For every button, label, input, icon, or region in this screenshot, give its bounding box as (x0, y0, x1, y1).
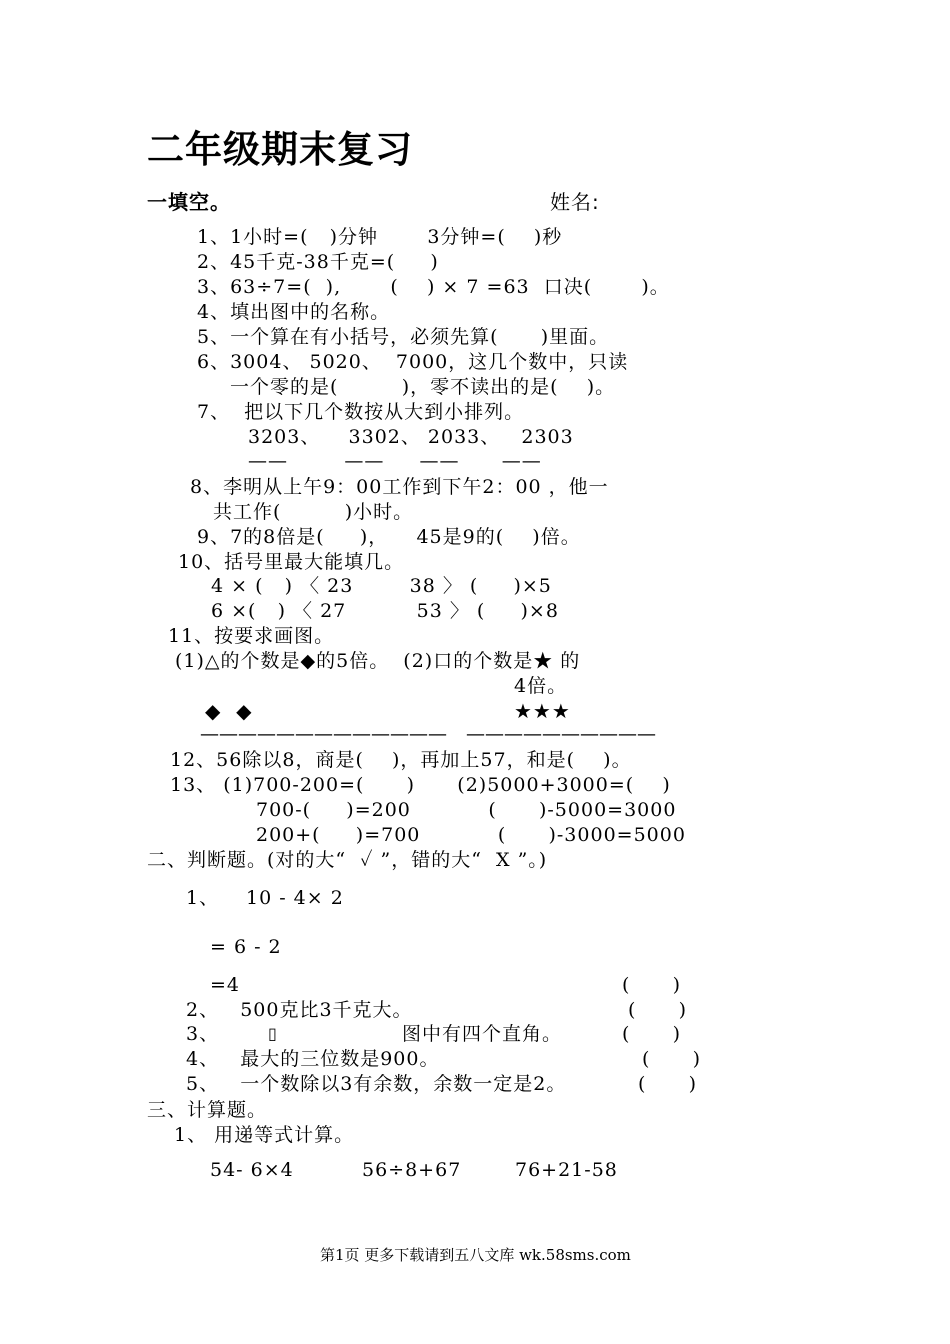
question-12: 12、56除以8，商是( )，再加上57，和是( )。 (170, 749, 632, 771)
question-7: 7、 把以下几个数按从大到小排列。 (197, 401, 525, 423)
judge-1-step: = 6 - 2 (210, 936, 282, 958)
question-3: 3、63÷7=( ), ( ) × 7 =63 口决( )。 (197, 276, 670, 298)
judge-4-answer: ( ) (642, 1048, 702, 1070)
judge-2: 2、 500克比3千克大。 (186, 999, 413, 1021)
question-11-cont: 4倍。 (514, 675, 568, 697)
question-4: 4、填出图中的名称。 (197, 301, 391, 323)
question-13-row2: 700-( )=200 ( )-5000=3000 (256, 799, 677, 821)
page-title: 二年级期末复习 (147, 128, 413, 171)
judge-3-number: 3、 (186, 1023, 220, 1045)
question-1: 1、1小时=( )分钟 3分钟=( )秒 (197, 226, 563, 248)
section3-heading: 三、计算题。 (147, 1099, 268, 1121)
question-10b: 6 ×( ) 〈 27 53 〉 ( )×8 (211, 600, 559, 622)
judge-1-answer: ( ) (622, 974, 682, 996)
question-10a: 4 × ( ) 〈 23 38 〉 ( )×5 (211, 575, 552, 597)
question-5: 5、一个算在有小括号，必须先算( )里面。 (197, 326, 610, 348)
calc-expression-3: 76+21-58 (515, 1159, 618, 1181)
diamond-shapes: ◆ ◆ (205, 699, 253, 723)
section2-heading: 二、判断题。(对的大“ ✓ ”，错的大“ X ”。) (147, 849, 548, 871)
question-7-numbers: 3203、 3302、 2033、 2303 (248, 426, 574, 448)
judge-4: 4、 最大的三位数是900。 (186, 1048, 440, 1070)
calc-expression-1: 54- 6×4 (210, 1159, 294, 1181)
drawing-line-2: —————————— (466, 723, 656, 745)
judge-1-result: =4 (210, 974, 241, 996)
name-label: 姓名: (550, 190, 600, 214)
judge-1-number: 1、 (186, 887, 220, 909)
judge-3-answer: ( ) (622, 1023, 682, 1045)
question-13-row3: 200+( )=700 ( )-3000=5000 (256, 824, 686, 846)
judge-1-expression: 10 - 4× 2 (246, 887, 344, 909)
question-13: 13、 (1)700-200=( ) (2)5000+3000=( ) (170, 774, 671, 796)
question-7-blanks: —— —— —— —— (248, 450, 542, 472)
question-11: 11、按要求画图。 (168, 625, 335, 647)
star-shapes: ★★★ (514, 699, 571, 723)
question-6-cont: 一个零的是( )，零不读出的是( )。 (230, 376, 616, 398)
question-11-parts: (1)△的个数是◆的5倍。 (2)口的个数是★ 的 (175, 650, 581, 672)
calc-instruction: 1、 用递等式计算。 (174, 1124, 355, 1146)
judge-2-answer: ( ) (628, 999, 688, 1021)
question-10: 10、括号里最大能填几。 (178, 551, 405, 573)
drawing-line-1: ————————————— (200, 723, 447, 745)
question-8: 8、李明从上午9：00工作到下午2：00 ，他一 (190, 476, 609, 498)
judge-5: 5、 一个数除以3有余数，余数一定是2。 (186, 1073, 567, 1095)
judge-5-answer: ( ) (638, 1073, 698, 1095)
page-footer: 第1页 更多下载请到五八文库 wk.58sms.com (320, 1246, 631, 1264)
question-2: 2、45千克-38千克=( ) (197, 251, 439, 273)
calc-expression-2: 56÷8+67 (362, 1159, 462, 1181)
question-8-cont: 共工作( )小时。 (213, 501, 414, 523)
section1-heading: 一填空。 (147, 190, 231, 214)
judge-3-figure: ▯ (268, 1024, 278, 1043)
judge-3-text: 图中有四个直角。 (402, 1023, 563, 1045)
question-6: 6、3004、 5020、 7000，这几个数中，只读 (197, 351, 629, 373)
question-9: 9、7的8倍是( )， 45是9的( )倍。 (197, 526, 581, 548)
